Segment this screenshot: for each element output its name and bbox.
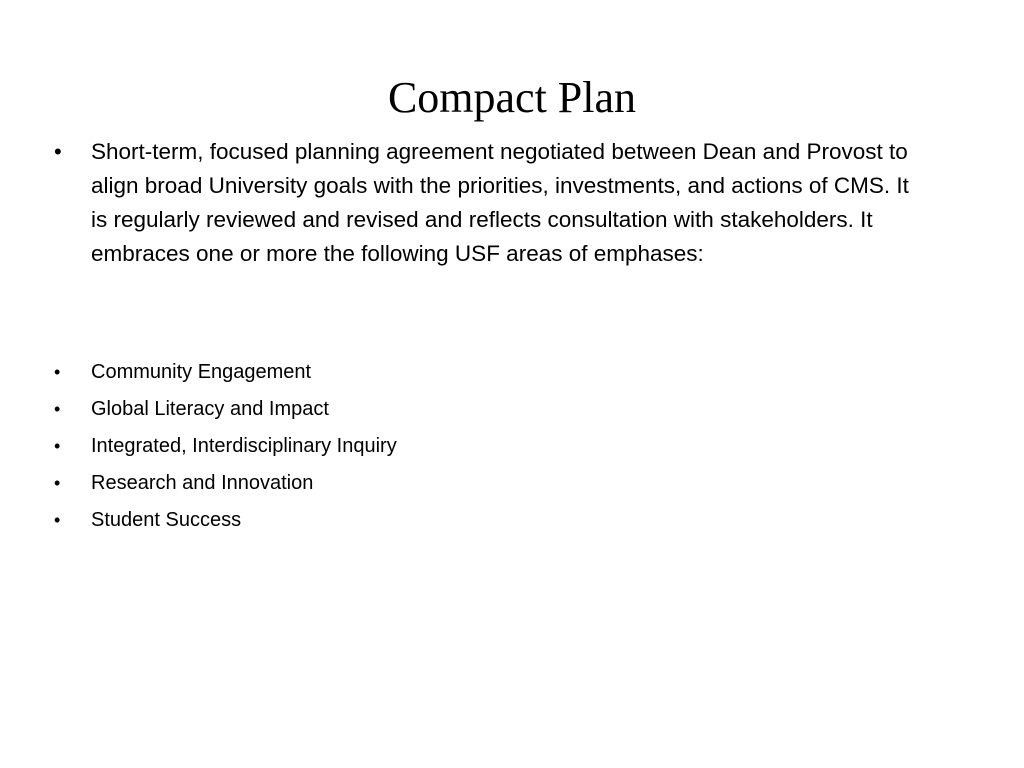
slide-title: Compact Plan — [387, 73, 637, 122]
area-item-interdisciplinary-inquiry — [52, 428, 952, 465]
area-label: Global Literacy and Impact — [91, 398, 329, 420]
bullet-icon: • — [54, 139, 62, 164]
bullet-icon: • — [54, 473, 61, 493]
bullet-icon: • — [54, 436, 61, 456]
main-bullet-text: Short-term, focused planning agreement negotiated between Dean and Provost to align broad University goals with the priorities, investments, and actions of CMS. It is regularly reviewed and revised and reflects consultation with stakeholders. It embraces one or more the following USF areas of emphases: — [91, 139, 909, 266]
area-item-student-success — [52, 502, 952, 539]
area-item-global-literacy — [52, 391, 952, 428]
area-label: Research and Innovation — [91, 472, 314, 494]
bullet-icon: • — [54, 399, 61, 419]
main-bullet-item — [52, 135, 921, 271]
area-label: Student Success — [91, 509, 242, 531]
area-label: Integrated, Interdisciplinary Inquiry — [91, 435, 397, 457]
area-item-research-innovation — [52, 465, 952, 502]
area-item-community-engagement — [52, 354, 952, 391]
areas-of-emphasis-list — [52, 354, 952, 539]
area-label: Community Engagement — [91, 361, 312, 383]
bullet-icon: • — [54, 362, 61, 382]
content-list — [52, 135, 952, 271]
bullet-icon: • — [54, 510, 61, 530]
